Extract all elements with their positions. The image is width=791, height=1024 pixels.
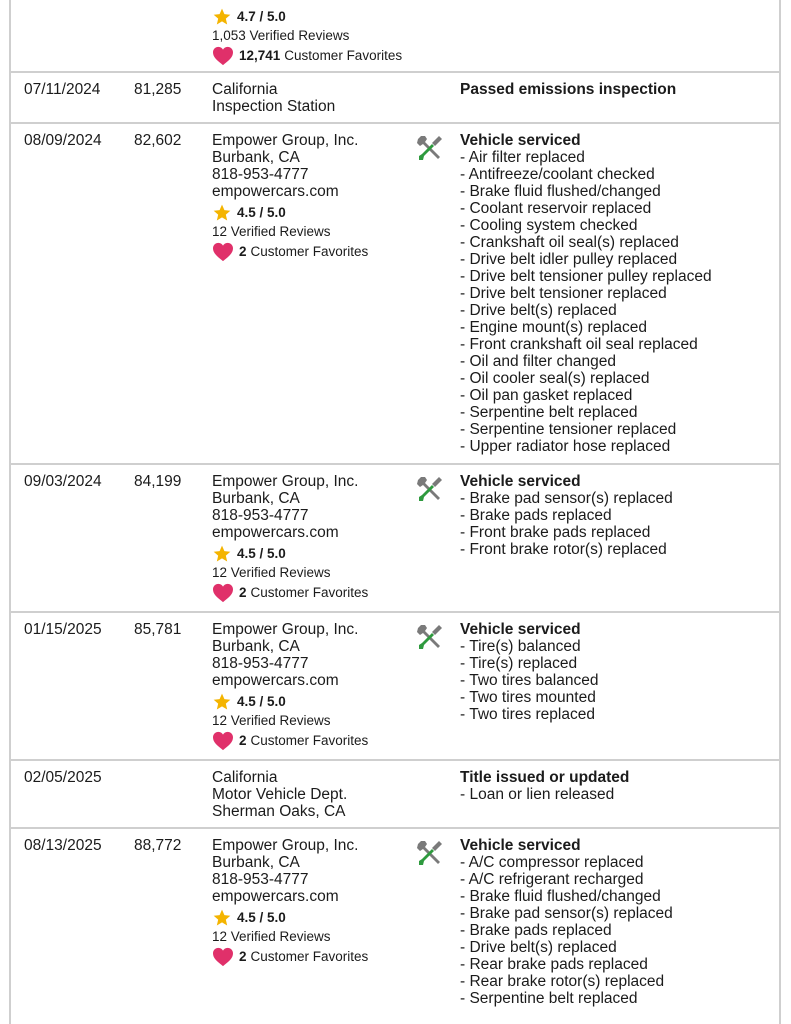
- star-icon: [212, 203, 232, 223]
- detail-title: Vehicle serviced: [460, 621, 581, 638]
- service-item: - Engine mount(s) replaced: [460, 319, 770, 336]
- table-row: [9, 122, 781, 465]
- star-icon: [212, 908, 232, 928]
- table-row: [9, 463, 781, 613]
- rating-value: 4.5 / 5.0: [237, 694, 286, 709]
- service-item: - A/C compressor replaced: [460, 854, 770, 871]
- source-line: Sherman Oaks, CA: [212, 803, 346, 820]
- service-item: - Serpentine belt replaced: [460, 990, 770, 1007]
- service-item: - Antifreeze/coolant checked: [460, 166, 770, 183]
- source-cell: [212, 4, 412, 66]
- record-mileage: 88,772: [134, 837, 182, 854]
- service-tools-icon: [415, 622, 445, 652]
- details-cell: [460, 837, 770, 1007]
- service-item: - Loan or lien released: [460, 786, 770, 803]
- record-date: 07/11/2024: [24, 81, 101, 98]
- detail-title: Title issued or updated: [460, 769, 630, 786]
- verified-reviews-link[interactable]: 12 Verified Reviews: [212, 929, 331, 944]
- source-cell: [212, 132, 412, 262]
- shop-location: Burbank, CA: [212, 638, 300, 655]
- customer-favorites: [212, 241, 412, 262]
- service-item: - Brake pad sensor(s) replaced: [460, 905, 770, 922]
- favorites-count: 2: [239, 949, 247, 964]
- shop-website-link[interactable]: empowercars.com: [212, 888, 339, 905]
- shop-phone: 818-953-4777: [212, 166, 309, 183]
- record-mileage: 82,602: [134, 132, 182, 149]
- service-item: - Brake fluid flushed/changed: [460, 183, 770, 200]
- service-item: - Oil pan gasket replaced: [460, 387, 770, 404]
- detail-title: Vehicle serviced: [460, 837, 581, 854]
- heart-icon: [212, 947, 234, 967]
- shop-name: Empower Group, Inc.: [212, 132, 359, 149]
- verified-reviews-link[interactable]: 12 Verified Reviews: [212, 713, 331, 728]
- rating-value: 4.5 / 5.0: [237, 205, 286, 220]
- record-date: 08/13/2025: [24, 837, 102, 854]
- verified-reviews-link[interactable]: 12 Verified Reviews: [212, 565, 331, 580]
- detail-title: Vehicle serviced: [460, 473, 581, 490]
- star-icon: [212, 692, 232, 712]
- shop-name: Empower Group, Inc.: [212, 621, 359, 638]
- service-item: - Drive belt tensioner pulley replaced: [460, 268, 770, 285]
- service-item: - Drive belt tensioner replaced: [460, 285, 770, 302]
- service-item: - Rear brake rotor(s) replaced: [460, 973, 770, 990]
- shop-website-link[interactable]: empowercars.com: [212, 183, 339, 200]
- service-item: - Two tires mounted: [460, 689, 770, 706]
- source-cell: [212, 837, 412, 967]
- service-item: - Rear brake pads replaced: [460, 956, 770, 973]
- favorites-count: 12,741: [239, 48, 281, 63]
- service-item: - Tire(s) balanced: [460, 638, 770, 655]
- rating: [212, 691, 412, 712]
- heart-icon: [212, 46, 234, 66]
- record-mileage: 81,285: [134, 81, 182, 98]
- shop-name: Empower Group, Inc.: [212, 837, 359, 854]
- customer-favorites: [212, 45, 412, 66]
- detail-title: Passed emissions inspection: [460, 81, 677, 98]
- heart-icon: [212, 583, 234, 603]
- service-item: - Brake pad sensor(s) replaced: [460, 490, 770, 507]
- favorites-label: Customer Favorites: [250, 585, 369, 600]
- source-cell: [212, 621, 412, 751]
- service-item: - Air filter replaced: [460, 149, 770, 166]
- service-item: - Drive belt(s) replaced: [460, 302, 770, 319]
- details-cell: [460, 132, 770, 455]
- rating-value: 4.5 / 5.0: [237, 910, 286, 925]
- customer-favorites: [212, 582, 412, 603]
- table-row: [9, 611, 781, 761]
- favorites-count: 2: [239, 733, 247, 748]
- star-icon: [212, 544, 232, 564]
- rating: [212, 202, 412, 223]
- service-item: - Tire(s) replaced: [460, 655, 770, 672]
- service-tools-icon: [415, 838, 445, 868]
- source-line: Motor Vehicle Dept.: [212, 786, 348, 803]
- service-tools-icon: [415, 474, 445, 504]
- record-date: 08/09/2024: [24, 132, 102, 149]
- service-item: - Brake fluid flushed/changed: [460, 888, 770, 905]
- rating: [212, 6, 412, 27]
- heart-icon: [212, 242, 234, 262]
- service-item: - Drive belt idler pulley replaced: [460, 251, 770, 268]
- record-mileage: 84,199: [134, 473, 182, 490]
- source-cell: [212, 769, 412, 820]
- service-item: - Oil and filter changed: [460, 353, 770, 370]
- service-item: - Serpentine belt replaced: [460, 404, 770, 421]
- record-date: 09/03/2024: [24, 473, 102, 490]
- source-line: California: [212, 81, 278, 98]
- service-item: - Coolant reservoir replaced: [460, 200, 770, 217]
- shop-name: Empower Group, Inc.: [212, 473, 359, 490]
- table-row: [9, 759, 781, 829]
- service-item: - Two tires replaced: [460, 706, 770, 723]
- shop-phone: 818-953-4777: [212, 655, 309, 672]
- service-item: - Oil cooler seal(s) replaced: [460, 370, 770, 387]
- source-line: Inspection Station: [212, 98, 336, 115]
- shop-phone: 818-953-4777: [212, 871, 309, 888]
- favorites-count: 2: [239, 585, 247, 600]
- table-row-partial: [9, 0, 781, 72]
- service-item: - Brake pads replaced: [460, 922, 770, 939]
- shop-location: Burbank, CA: [212, 149, 300, 166]
- shop-location: Burbank, CA: [212, 854, 300, 871]
- favorites-label: Customer Favorites: [250, 733, 369, 748]
- service-item: - Drive belt(s) replaced: [460, 939, 770, 956]
- record-date: 01/15/2025: [24, 621, 102, 638]
- verified-reviews-link[interactable]: 12 Verified Reviews: [212, 224, 331, 239]
- shop-phone: 818-953-4777: [212, 507, 309, 524]
- customer-favorites: [212, 946, 412, 967]
- favorites-label: Customer Favorites: [250, 244, 369, 259]
- customer-favorites: [212, 730, 412, 751]
- source-cell: [212, 81, 412, 115]
- favorites-label: Customer Favorites: [250, 949, 369, 964]
- record-mileage: 85,781: [134, 621, 182, 638]
- details-cell: [460, 473, 770, 558]
- service-item: - A/C refrigerant recharged: [460, 871, 770, 888]
- service-item: - Serpentine tensioner replaced: [460, 421, 770, 438]
- heart-icon: [212, 731, 234, 751]
- service-item: - Brake pads replaced: [460, 507, 770, 524]
- star-icon: [212, 7, 232, 27]
- rating: [212, 543, 412, 564]
- service-item: - Front brake rotor(s) replaced: [460, 541, 770, 558]
- record-date: 02/05/2025: [24, 769, 102, 786]
- rating-value: 4.5 / 5.0: [237, 546, 286, 561]
- details-cell: [460, 81, 770, 98]
- source-cell: [212, 473, 412, 603]
- table-row: [9, 827, 781, 1024]
- service-item: - Two tires balanced: [460, 672, 770, 689]
- rating-value: 4.7 / 5.0: [237, 9, 286, 24]
- service-item: - Upper radiator hose replaced: [460, 438, 770, 455]
- service-item: - Crankshaft oil seal(s) replaced: [460, 234, 770, 251]
- service-item: - Cooling system checked: [460, 217, 770, 234]
- shop-website-link[interactable]: empowercars.com: [212, 524, 339, 541]
- shop-website-link[interactable]: empowercars.com: [212, 672, 339, 689]
- details-cell: [460, 769, 770, 803]
- service-tools-icon: [415, 133, 445, 163]
- details-cell: [460, 621, 770, 723]
- favorites-label: Customer Favorites: [284, 48, 403, 63]
- favorites-count: 2: [239, 244, 247, 259]
- source-line: California: [212, 769, 278, 786]
- verified-reviews-link[interactable]: 1,053 Verified Reviews: [212, 28, 350, 43]
- service-item: - Front brake pads replaced: [460, 524, 770, 541]
- shop-location: Burbank, CA: [212, 490, 300, 507]
- detail-title: Vehicle serviced: [460, 132, 581, 149]
- service-item: - Front crankshaft oil seal replaced: [460, 336, 770, 353]
- rating: [212, 907, 412, 928]
- table-row: [9, 71, 781, 124]
